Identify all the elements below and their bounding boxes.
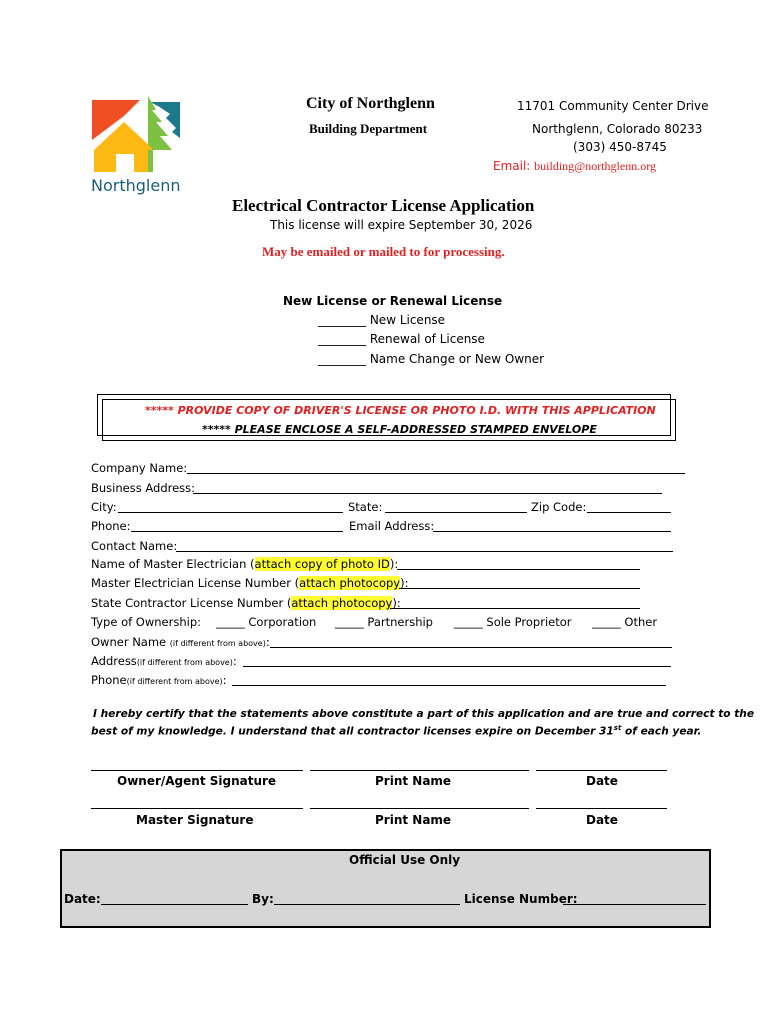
notice-line2: ***** PLEASE ENCLOSE A SELF-ADDRESSED STAMPED ENVELOPE: [202, 423, 597, 436]
date-input-1[interactable]: [536, 770, 667, 771]
master-electrician-label: Name of Master Electrician (attach copy of photo ID):: [91, 557, 399, 571]
master-electrician-input[interactable]: [397, 569, 640, 570]
print-name-label-1: Print Name: [375, 774, 452, 788]
phone2-input[interactable]: [232, 685, 666, 686]
master-signature-input[interactable]: [91, 808, 303, 809]
owner-signature-label: Owner/Agent Signature: [117, 774, 277, 788]
address-label: Address(if different from above):: [91, 654, 237, 668]
email-address[interactable]: building@northglenn.org: [534, 159, 656, 173]
department-name: Building Department: [309, 121, 428, 136]
owner-name-label: Owner Name (if different from above):: [91, 635, 270, 649]
print-name-label-2: Print Name: [375, 813, 452, 827]
ownership-sole-proprietor[interactable]: _____ Sole Proprietor: [454, 615, 572, 629]
city-name: City of Northglenn: [306, 95, 435, 112]
ownership-label: Type of Ownership:: [91, 615, 202, 629]
address-input[interactable]: [243, 666, 671, 667]
header-email[interactable]: [493, 159, 656, 174]
zip-input[interactable]: [587, 512, 671, 513]
email-address-label: Email Address:: [349, 519, 435, 533]
owner-signature-input[interactable]: [91, 770, 303, 771]
official-by-input[interactable]: [274, 904, 460, 905]
business-address-label: Business Address:: [91, 481, 196, 495]
email-address-input[interactable]: [433, 531, 671, 532]
header-address2: Northglenn, Colorado 80233: [532, 122, 703, 136]
logo-wordmark: Northglenn: [91, 176, 181, 195]
contact-name-input[interactable]: [176, 551, 673, 552]
northglenn-logo: [88, 92, 184, 198]
print-name-input-2[interactable]: [310, 808, 529, 809]
ownership-corporation[interactable]: _____ Corporation: [216, 615, 317, 629]
certify-line2: best of my knowledge. I understand that all contractor licenses expire on December 31st of each year.: [91, 724, 702, 738]
official-date-label: Date:: [64, 892, 101, 906]
date-input-2[interactable]: [536, 808, 667, 809]
official-license-input[interactable]: [563, 904, 706, 905]
phone2-label: Phone(if different from above):: [91, 673, 227, 687]
city-label: City:: [91, 500, 117, 514]
official-use-title: Official Use Only: [349, 853, 461, 867]
state-label: State:: [348, 500, 383, 514]
print-name-input-1[interactable]: [310, 770, 529, 771]
company-name-input[interactable]: [187, 473, 685, 474]
certify-line1: I hereby certify that the statements above constitute a part of this application and are true and correct to the: [93, 708, 755, 720]
ownership-other[interactable]: _____ Other: [592, 615, 658, 629]
email-label: Email:: [493, 159, 531, 173]
ownership-partnership[interactable]: _____ Partnership: [335, 615, 433, 629]
zip-label: Zip Code:: [531, 500, 587, 514]
expiry-note: This license will expire September 30, 2026: [270, 218, 533, 232]
license-option-new[interactable]: ________ New License: [318, 313, 446, 327]
business-address-input[interactable]: [193, 493, 662, 494]
header-phone: (303) 450-8745: [573, 140, 667, 154]
official-by-label: By:: [252, 892, 274, 906]
master-license-input[interactable]: [399, 588, 640, 589]
master-signature-label: Master Signature: [136, 813, 254, 827]
phone-input[interactable]: [131, 531, 343, 532]
form-title: Electrical Contractor License Application: [232, 196, 535, 215]
license-option-renewal[interactable]: ________ Renewal of License: [318, 332, 485, 346]
official-license-label: License Number:: [464, 892, 578, 906]
owner-name-input[interactable]: [270, 647, 672, 648]
phone-label: Phone:: [91, 519, 131, 533]
state-license-input[interactable]: [390, 608, 640, 609]
company-name-label: Company Name:: [91, 461, 188, 475]
date-label-1: Date: [586, 774, 618, 788]
license-type-heading: New License or Renewal License: [283, 294, 503, 308]
license-option-name-change[interactable]: ________ Name Change or New Owner: [318, 352, 545, 366]
date-label-2: Date: [586, 813, 618, 827]
header-address1: 11701 Community Center Drive: [517, 99, 709, 113]
master-license-label: Master Electrician License Number (attach photocopy):: [91, 576, 409, 590]
state-license-label: State Contractor License Number (attach photocopy):: [91, 596, 401, 610]
mail-note: May be emailed or mailed to for processing.: [262, 244, 505, 259]
state-input[interactable]: [385, 512, 527, 513]
official-date-input[interactable]: [101, 904, 248, 905]
notice-line1: ***** PROVIDE COPY OF DRIVER'S LICENSE OR PHOTO I.D. WITH THIS APPLICATION: [145, 404, 656, 417]
contact-name-label: Contact Name:: [91, 539, 178, 553]
city-input[interactable]: [118, 512, 343, 513]
